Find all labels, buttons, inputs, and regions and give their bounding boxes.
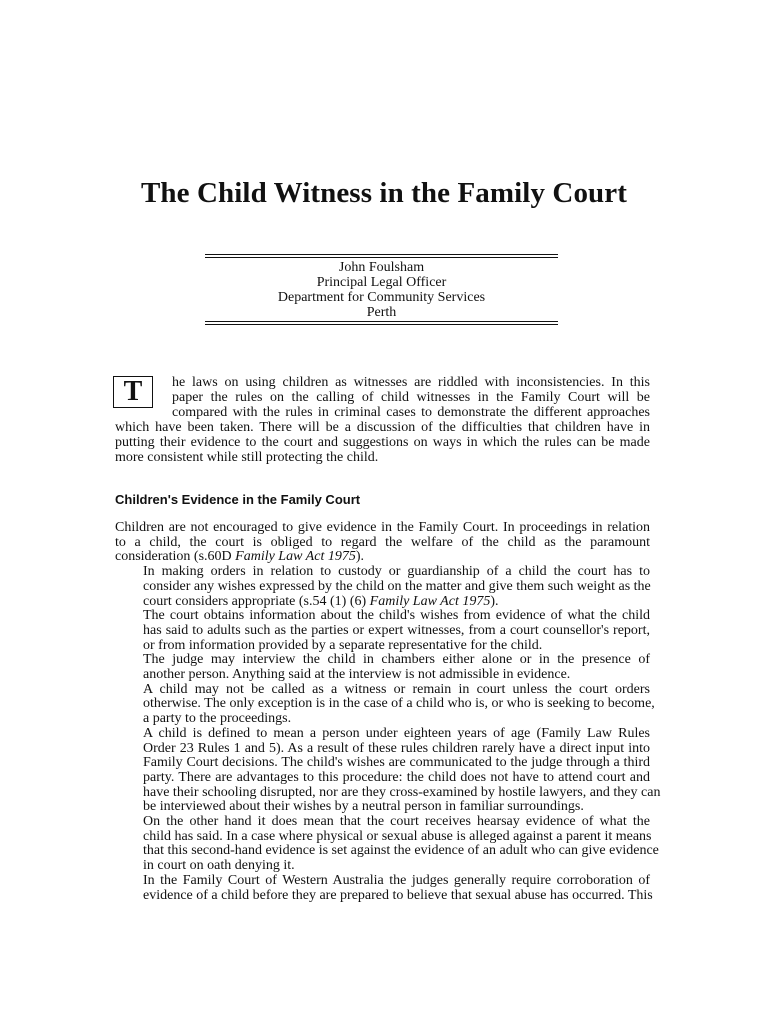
- intro-indented-lines: [172, 375, 650, 420]
- body-paragraph: [115, 814, 659, 874]
- author-location: Perth: [366, 305, 397, 320]
- paragraph-line: to a child, the court is obliged to regard the welfare of the child as the paramount: [115, 534, 650, 550]
- paragraph-line: consider any wishes expressed by the child on the matter and give them such weight as the: [143, 578, 651, 594]
- drop-cap: T: [113, 376, 153, 408]
- author-department: Department for Community Services: [277, 290, 486, 305]
- act-title: Family Law Act 1975: [369, 593, 491, 609]
- body-paragraph: [115, 521, 650, 565]
- paragraph-line: The judge may interview the child in chambers either alone or in the presence of: [143, 652, 650, 668]
- body-paragraph: [115, 609, 650, 653]
- intro-line: he laws on using children as witnesses are riddled with inconsistencies. In this: [172, 375, 650, 390]
- body-paragraph: [115, 725, 661, 815]
- act-title: Family Law Act 1975: [235, 549, 356, 565]
- body-text: [115, 520, 661, 903]
- paragraph-line: be interviewed about their wishes by a neutral person in familiar surroundings.: [143, 799, 584, 815]
- paragraph-line: otherwise. The only exception is in the case of a child who is, or who is seeking to become,: [143, 696, 655, 712]
- paragraph-line: have their schooling disrupted, nor are they cross-examined by hostile lawyers, and they can: [143, 784, 661, 800]
- intro-line: compared with the rules in criminal cases to demonstrate the different approaches: [172, 405, 650, 420]
- body-paragraph: [115, 872, 653, 903]
- paragraph-line: that this second-hand evidence is set against the evidence of an adult who can give evidence: [143, 843, 659, 859]
- section-heading: Children's Evidence in the Family Court: [115, 492, 361, 507]
- paragraph-line: evidence of a child before they are prepared to believe that sexual abuse has occurred. This: [143, 887, 653, 903]
- paragraph-line: a party to the proceedings.: [143, 711, 292, 727]
- paragraph-line: [115, 595, 650, 610]
- paragraph-line: In the Family Court of Western Australia the judges generally require corroboration of: [143, 872, 650, 888]
- paragraph-line: On the other hand it does mean that the court receives hearsay evidence of what the: [143, 814, 650, 830]
- paragraph-line: Order 23 Rules 1 and 5). As a result of these rules children rarely have a direct input into: [143, 740, 650, 756]
- paragraph-line: Family Court decisions. The child's wishes are communicated to the judge through a third: [143, 755, 650, 771]
- paragraph-line: child has said. In a case where physical or sexual abuse is alleged against a parent it means: [143, 828, 652, 844]
- paragraph-line: A child is defined to mean a person under eighteen years of age (Family Law Rules: [143, 725, 650, 741]
- citation-close: ).: [490, 593, 499, 609]
- citation-text: consideration (s.60D: [115, 549, 236, 565]
- bottom-double-rule: [205, 321, 558, 325]
- citation-close: ).: [355, 549, 365, 565]
- paragraph-line: A child may not be called as a witness or remain in court unless the court orders: [143, 681, 650, 697]
- document-title: The Child Witness in the Family Court: [140, 177, 628, 209]
- body-paragraph: [115, 565, 650, 609]
- paragraph-line: or from information provided by a separate representative for the child.: [143, 637, 543, 653]
- author-lines: [205, 258, 558, 321]
- citation-text: court considers appropriate (s.54 (1) (6): [143, 593, 370, 609]
- intro-line: paper the rules on the calling of child witnesses in the Family Court will be: [172, 390, 650, 405]
- intro-line: putting their evidence to the court and suggestions on ways in which the rules can be made: [115, 435, 650, 450]
- author-position: Principal Legal Officer: [316, 275, 447, 290]
- paragraph-line: In making orders in relation to custody or guardianship of a child the court has to: [143, 564, 650, 580]
- paragraph-line: The court obtains information about the child's wishes from evidence of what the child: [143, 608, 650, 624]
- author-block: [205, 254, 558, 325]
- paragraph-line: another person. Anything said at the interview is not admissible in evidence.: [143, 667, 571, 683]
- intro-full-lines: [115, 420, 650, 465]
- author-name: John Foulsham: [338, 260, 425, 275]
- paragraph-line: Children are not encouraged to give evidence in the Family Court. In proceedings in relation: [115, 520, 650, 535]
- paragraph-line: [115, 550, 650, 565]
- intro-line: more consistent while still protecting the child.: [115, 450, 379, 465]
- body-paragraph: [115, 681, 655, 727]
- paragraph-line: has said to adults such as the parties or expert witnesses, from a court counsellor's report,: [143, 622, 650, 638]
- paragraph-line: in court on oath denying it.: [143, 858, 295, 874]
- body-paragraph: [115, 653, 650, 682]
- intro-line: which have been taken. There will be a discussion of the difficulties that children have in: [115, 420, 650, 435]
- paragraph-line: party. There are advantages to this procedure: the child does not have to attend court and: [143, 769, 650, 785]
